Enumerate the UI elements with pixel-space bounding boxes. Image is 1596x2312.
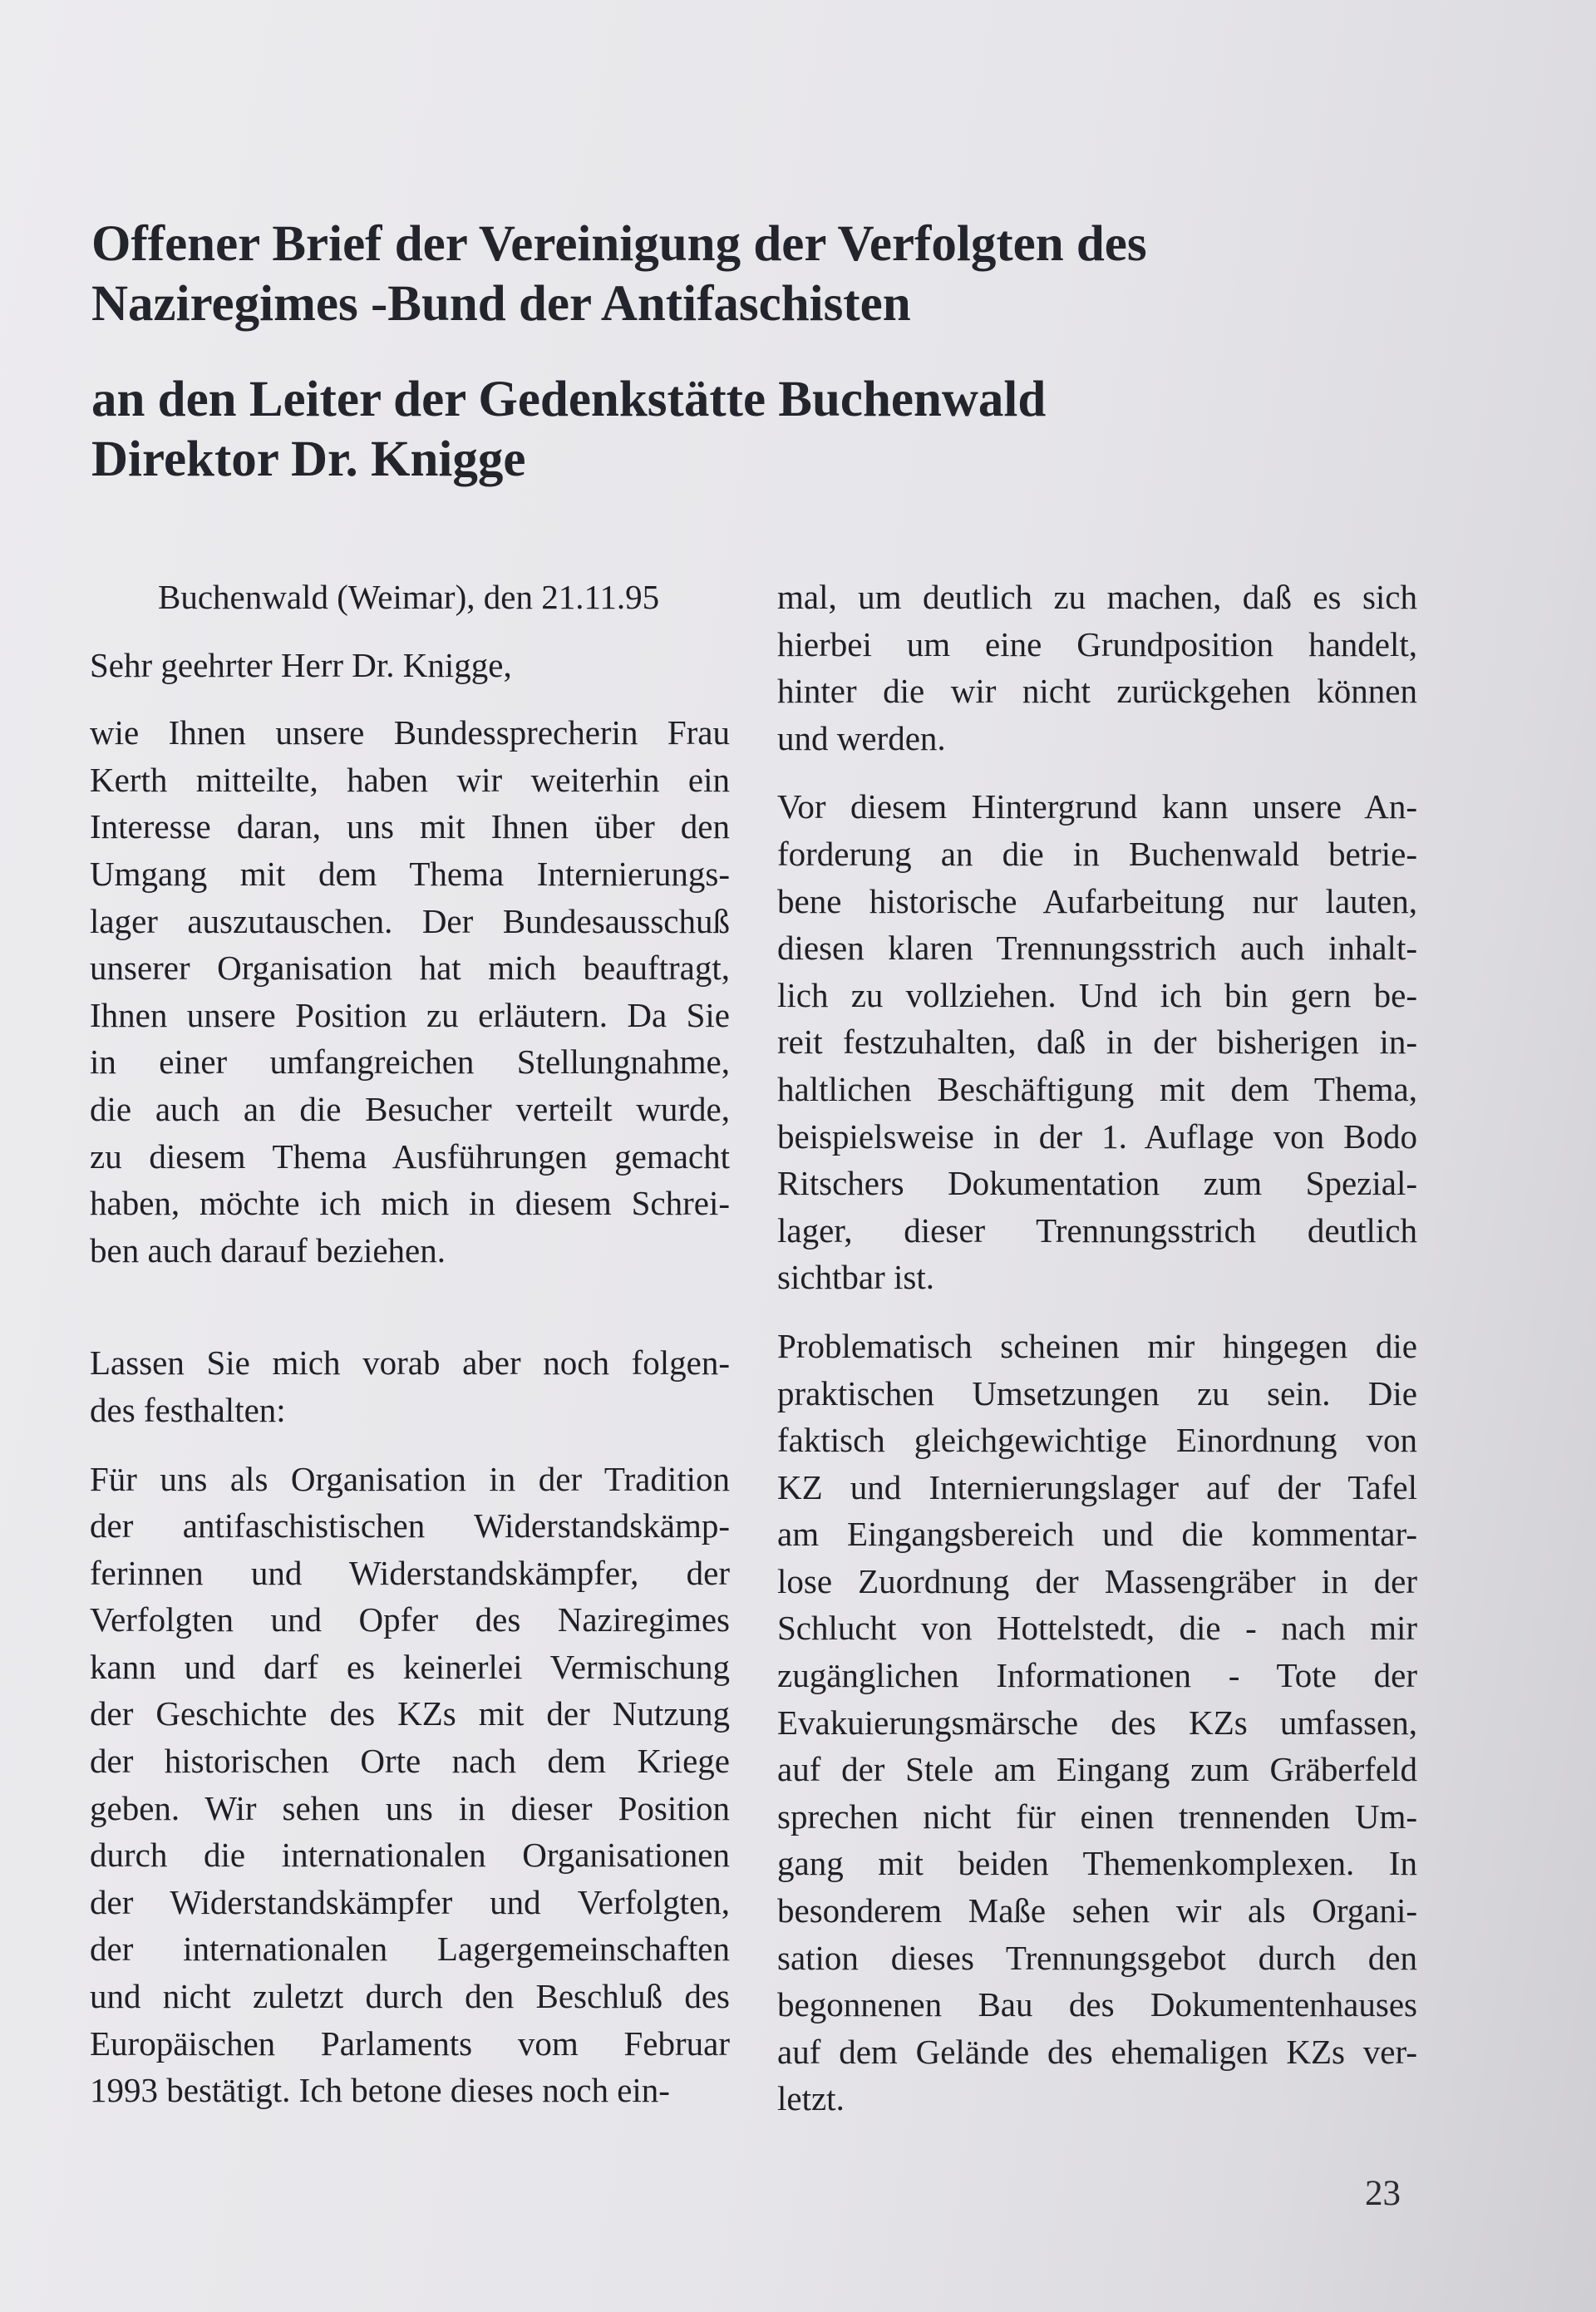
text-line: der internationalen Lagergemeinschaften — [90, 1930, 730, 1969]
text-line: haltlichen Beschäftigung mit dem Thema, — [777, 1069, 1417, 1108]
text-line: durch die internationalen Organisationen — [90, 1836, 730, 1875]
text-line: des festhalten: — [90, 1390, 286, 1429]
text-line: der historischen Orte nach dem Kriege — [90, 1742, 730, 1781]
text-line: die auch an die Besucher verteilt wurde, — [90, 1089, 730, 1128]
text-line: auf der Stele am Eingang zum Gräberfeld — [777, 1750, 1417, 1789]
text-line: Kerth mitteilte, haben wir weiterhin ein — [90, 760, 730, 799]
salutation: Sehr geehrter Herr Dr. Knigge, — [90, 645, 512, 684]
text-line: Ritschers Dokumentation zum Spezial- — [777, 1164, 1417, 1203]
text-line: zugänglichen Informationen - Tote der — [777, 1656, 1417, 1695]
text-line: Evakuierungsmärsche des KZs umfassen, — [777, 1703, 1417, 1742]
text-line: 1993 bestätigt. Ich betone dieses noch ein- — [90, 2071, 670, 2110]
letter-title — [91, 214, 1147, 334]
right-column — [777, 574, 1417, 2122]
paragraph — [90, 709, 730, 1274]
text-line: haben, möchte ich mich in diesem Schrei- — [90, 1184, 730, 1223]
text-line: Lassen Sie mich vorab aber noch folgen- — [90, 1343, 730, 1383]
text-line: diesen klaren Trennungsstrich auch inhalt- — [777, 929, 1417, 968]
text-line: Für uns als Organisation in der Tradition — [90, 1459, 730, 1498]
text-line: der antifaschistischen Widerstandskämp- — [90, 1506, 730, 1545]
text-line: Europäischen Parlaments vom Februar — [90, 2024, 730, 2063]
text-line: Problematisch scheinen mir hingegen die — [777, 1326, 1417, 1365]
text-line: sprechen nicht für einen trennenden Um- — [777, 1797, 1417, 1836]
paragraph — [90, 1456, 730, 2114]
text-line: der Widerstandskämpfer und Verfolgten, — [90, 1882, 730, 1921]
letter-recipient — [91, 370, 1046, 490]
text-line: am Eingangsbereich und die kommentar- — [777, 1515, 1417, 1554]
text-line: ferinnen und Widerstandskämpfer, der — [90, 1553, 730, 1592]
text-line: und werden. — [777, 718, 946, 757]
text-line: bene historische Aufarbeitung nur lauten, — [777, 881, 1417, 920]
title-line-1: Offener Brief der Vereinigung der Verfolgten des — [91, 216, 1147, 272]
paragraph — [90, 1339, 730, 1433]
text-line: gang mit beiden Themenkomplexen. In — [777, 1844, 1417, 1883]
text-line: Ihnen unsere Position zu erläutern. Da Sie — [90, 995, 730, 1034]
text-line: hierbei um eine Grundposition handelt, — [777, 624, 1417, 663]
text-line: sichtbar ist. — [777, 1258, 935, 1297]
text-line: lager auszutauschen. Der Bundesausschuß — [90, 901, 730, 940]
text-line: lager, dieser Trennungsstrich deutlich — [777, 1210, 1417, 1250]
text-line: lose Zuordnung der Massengräber in der — [777, 1561, 1417, 1600]
text-line: beispielsweise in der 1. Auflage von Bodo — [777, 1117, 1417, 1156]
paragraph — [777, 574, 1417, 762]
title-line-2: Naziregimes -Bund der Antifaschisten — [91, 276, 911, 332]
text-line: auf dem Gelände des ehemaligen KZs ver- — [777, 2032, 1417, 2071]
text-line: und nicht zuletzt durch den Beschluß des — [90, 1977, 730, 2016]
text-line: forderung an die in Buchenwald betrie- — [777, 834, 1417, 873]
text-line: Umgang mit dem Thema Internierungs- — [90, 854, 730, 893]
text-line: praktischen Umsetzungen zu sein. Die — [777, 1373, 1417, 1412]
text-line: letzt. — [777, 2079, 845, 2118]
dateline: Buchenwald (Weimar), den 21.11.95 — [158, 578, 660, 616]
recipient-line-1: an den Leiter der Gedenkstätte Buchenwald — [91, 372, 1047, 427]
text-line: lich zu vollziehen. Und ich bin gern be- — [777, 975, 1417, 1014]
recipient-line-2: Direktor Dr. Knigge — [91, 431, 526, 487]
text-line: reit festzuhalten, daß in der bisherigen in- — [777, 1023, 1417, 1062]
text-line: KZ und Internierungslager auf der Tafel — [777, 1467, 1417, 1506]
page-number: 23 — [1365, 2174, 1401, 2213]
text-line: geben. Wir sehen uns in dieser Position — [90, 1788, 730, 1827]
text-line: Schlucht von Hottelstedt, die - nach mir — [777, 1609, 1417, 1648]
text-line: ben auch darauf beziehen. — [90, 1230, 446, 1269]
text-line: besonderem Maße sehen wir als Organi- — [777, 1891, 1417, 1930]
text-line: Verfolgten und Opfer des Naziregimes — [90, 1600, 730, 1639]
text-line: Vor diesem Hintergrund kann unsere An- — [777, 787, 1417, 826]
text-line: in einer umfangreichen Stellungnahme, — [90, 1043, 730, 1082]
paragraph — [777, 1323, 1417, 2122]
paragraph — [777, 783, 1417, 1301]
text-line: zu diesem Thema Ausführungen gemacht — [90, 1136, 730, 1176]
left-column — [90, 574, 730, 2114]
text-line: hinter die wir nicht zurückgehen können — [777, 672, 1417, 711]
text-line: begonnenen Bau des Dokumentenhauses — [777, 1985, 1417, 2024]
text-line: sation dieses Trennungsgebot durch den — [777, 1938, 1417, 1977]
text-line: Interesse daran, uns mit Ihnen über den — [90, 807, 730, 846]
text-line: faktisch gleichgewichtige Einordnung von — [777, 1421, 1417, 1460]
text-line: kann und darf es keinerlei Vermischung — [90, 1647, 730, 1686]
text-line: der Geschichte des KZs mit der Nutzung — [90, 1694, 730, 1733]
text-line: unserer Organisation hat mich beauftragt, — [90, 949, 730, 988]
text-line: wie Ihnen unsere Bundessprecherin Frau — [90, 713, 730, 752]
text-line: mal, um deutlich zu machen, daß es sich — [777, 578, 1417, 616]
